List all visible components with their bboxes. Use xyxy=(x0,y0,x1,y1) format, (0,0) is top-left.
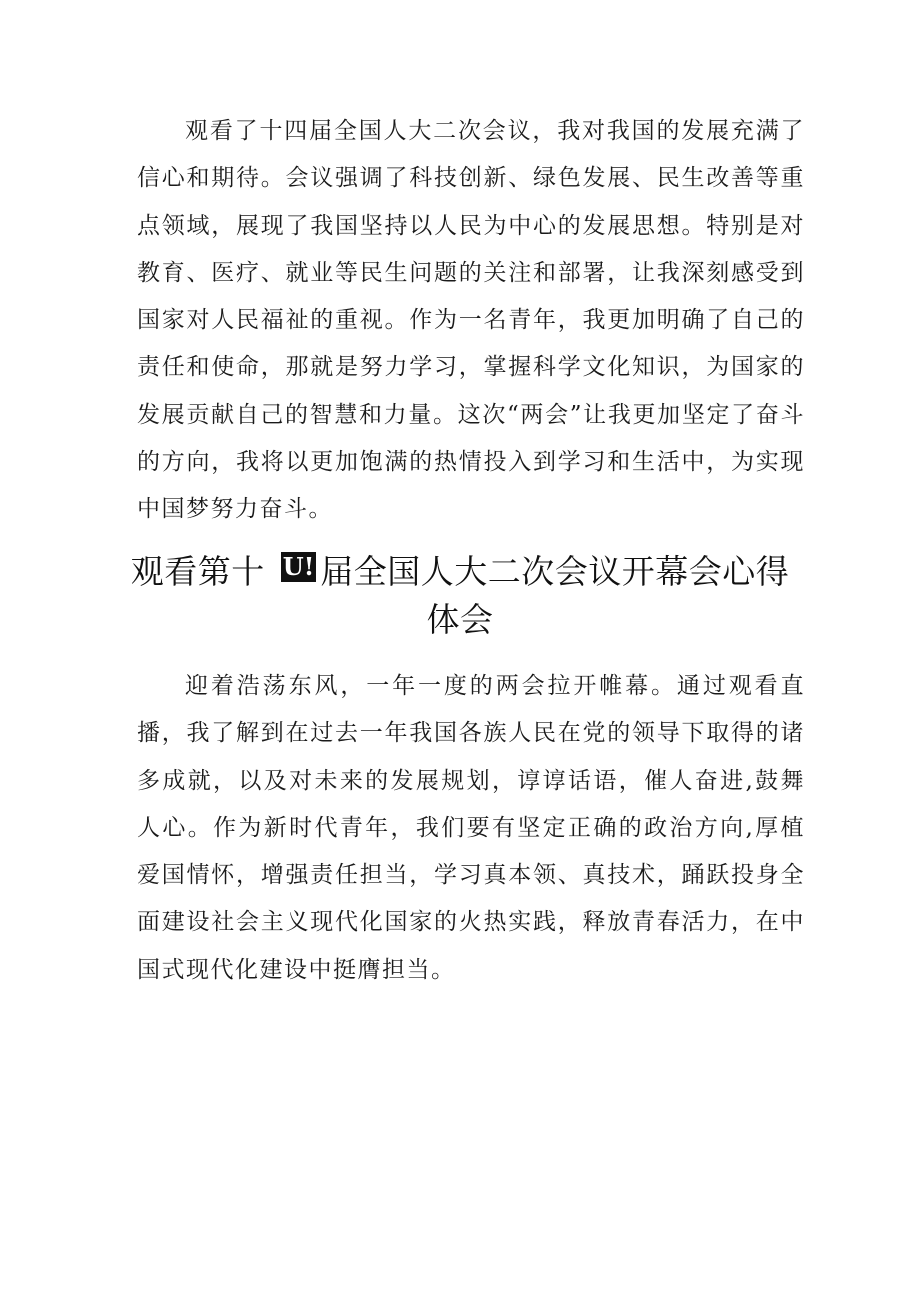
section-title xyxy=(120,548,800,644)
paragraph-reflection-1: 观看了十四届全国人大二次会议，我对我国的发展充满了信心和期待。会议强调了科技创新、绿色发展、民生改善等重点领域，展现了我国坚持以人民为中心的发展思想。特别是对教育、医疗、就业等民生问题的关注和部署，让我深刻感受到国家对人民福祉的重视。作为一名青年，我更加明确了自己的责任和使命，那就是努力学习，掌握科学文化知识，为国家的发展贡献自己的智慧和力量。这次“两会”让我更加坚定了奋斗的方向，我将以更加饱满的热情投入到学习和生活中，为实现中国梦努力奋斗。 xyxy=(137,118,805,523)
title-text-before: 观看第十 xyxy=(130,552,265,591)
title-text-after: 届全国人大二次会议开幕会心得体会 xyxy=(320,552,790,639)
title-glitch-glyph: U! xyxy=(282,552,315,581)
paragraph-reflection-2: 迎着浩荡东风，一年一度的两会拉开帷幕。通过观看直播，我了解到在过去一年我国各族人民在党的领导下取得的诸多成就，以及对未来的发展规划，谆谆话语，催人奋进,鼓舞人心。作为新时代青年，我们要有坚定正确的政治方向,厚植爱国情怀，增强责任担当，学习真本领、真技术，踊跃投身全面建设社会主义现代化国家的火热实践，释放青春活力，在中国式现代化建设中挺膺担当。 xyxy=(137,673,805,983)
